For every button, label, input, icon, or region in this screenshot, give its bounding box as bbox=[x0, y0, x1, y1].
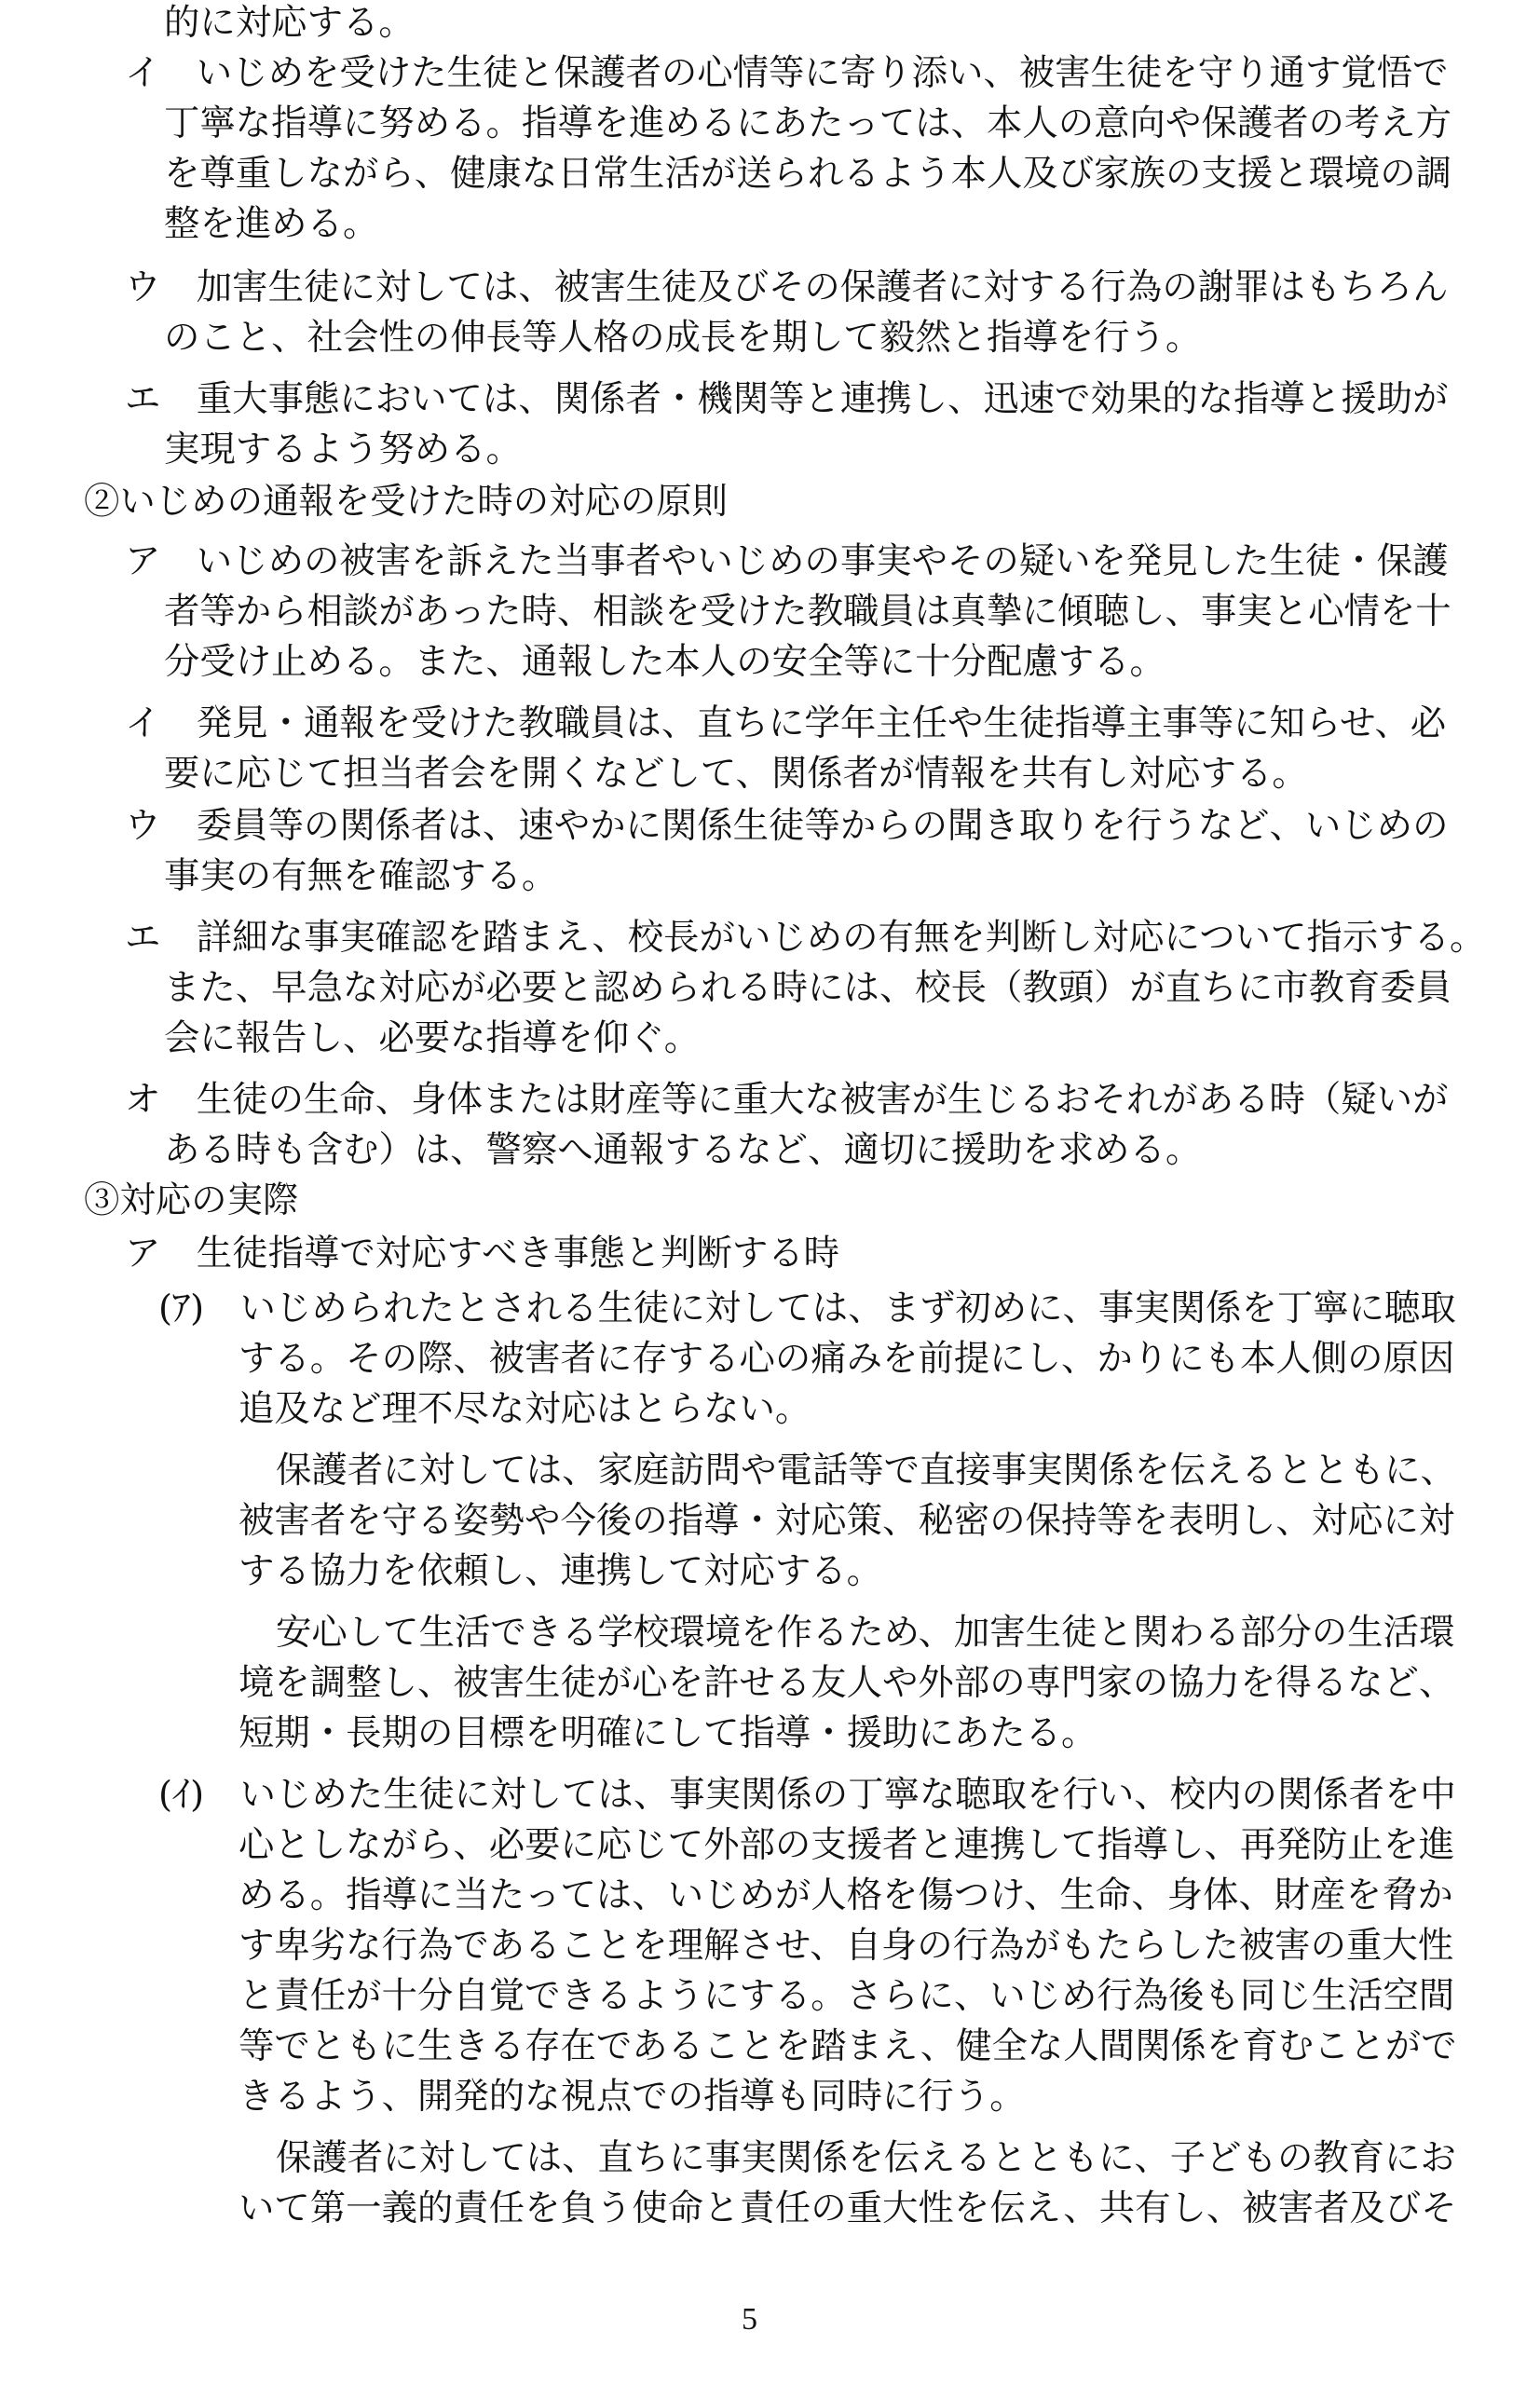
text-line: ある時も含む）は、警察へ通報するなど、適切に援助を求める。 bbox=[164, 1129, 1202, 1171]
text-line: 等でともに生きる存在であることを踏まえ、健全な人間関係を育むことがで bbox=[238, 2025, 1457, 2067]
text-line: 安心して生活できる学校環境を作るため、加害生徒と関わる部分の生活環 bbox=[276, 1612, 1455, 1654]
text-line: 保護者に対しては、家庭訪問や電話等で直接事実関係を伝えるとともに、 bbox=[276, 1450, 1456, 1492]
subsection-heading: ア 生徒指導で対応すべき事態と判断する時 bbox=[125, 1233, 840, 1274]
text-line: のこと、社会性の伸長等人格の成長を期して毅然と指導を行う。 bbox=[164, 317, 1202, 359]
section-heading: ②いじめの通報を受けた時の対応の原則 bbox=[84, 481, 729, 523]
text-line: 分受け止める。また、通報した本人の安全等に十分配慮する。 bbox=[164, 641, 1165, 683]
text-line: 境を調整し、被害生徒が心を許せる友人や外部の専門家の協力を得るなど、 bbox=[238, 1662, 1455, 1704]
text-line: 実現するよう努める。 bbox=[164, 429, 522, 470]
text-line: エ 重大事態においては、関係者・機関等と連携し、迅速で効果的な指導と援助が bbox=[125, 378, 1449, 420]
text-line: める。指導に当たっては、いじめが人格を傷つけ、生命、身体、財産を脅か bbox=[238, 1874, 1453, 1916]
text-line: 的に対応する。 bbox=[164, 2, 415, 44]
text-line: す卑劣な行為であることを理解させ、自身の行為がもたらした被害の重大性 bbox=[238, 1925, 1454, 1967]
text-line: 被害者を守る姿勢や今後の指導・対応策、秘密の保持等を表明し、対応に対 bbox=[238, 1500, 1455, 1542]
text-line: イ いじめを受けた生徒と保護者の心情等に寄り添い、被害生徒を守り通す覚悟で bbox=[125, 52, 1449, 94]
text-line: ウ 委員等の関係者は、速やかに関係生徒等からの聞き取りを行うなど、いじめの bbox=[125, 805, 1449, 847]
text-line: (ｱ) いじめられたとされる生徒に対しては、まず初めに、事実関係を丁寧に聴取 bbox=[158, 1288, 1456, 1329]
text-line: 追及など理不尽な対応はとらない。 bbox=[238, 1388, 811, 1430]
text-line: (ｲ) いじめた生徒に対しては、事実関係の丁寧な聴取を行い、校内の関係者を中 bbox=[158, 1774, 1456, 1816]
text-line: 保護者に対しては、直ちに事実関係を伝えるとともに、子どもの教育にお bbox=[276, 2137, 1456, 2179]
text-line: 要に応じて担当者会を開くなどして、関係者が情報を共有し対応する。 bbox=[164, 753, 1308, 795]
text-line: を尊重しながら、健康な日常生活が送られるよう本人及び家族の支援と環境の調 bbox=[164, 153, 1452, 195]
text-line: ア いじめの被害を訴えた当事者やいじめの事実やその疑いを発見した生徒・保護 bbox=[125, 540, 1449, 582]
text-line: 心としながら、必要に応じて外部の支援者と連携して指導し、再発防止を進 bbox=[238, 1824, 1455, 1866]
text-line: 者等から相談があった時、相談を受けた教職員は真摯に傾聴し、事実と心情を十 bbox=[164, 591, 1451, 633]
text-line: いて第一義的責任を負う使命と責任の重大性を伝え、共有し、被害者及びそ bbox=[238, 2187, 1457, 2229]
text-line: また、早急な対応が必要と認められる時には、校長（教頭）が直ちに市教育委員 bbox=[164, 967, 1452, 1009]
text-line: する。その際、被害者に存する心の痛みを前提にし、かりにも本人側の原因 bbox=[238, 1338, 1455, 1380]
text-line: と責任が十分自覚できるようにする。さらに、いじめ行為後も同じ生活空間 bbox=[238, 1975, 1455, 2017]
text-line: する協力を依頼し、連携して対応する。 bbox=[238, 1550, 883, 1592]
section-heading: ③対応の実際 bbox=[84, 1179, 299, 1221]
text-line: オ 生徒の生命、身体または財産等に重大な被害が生じるおそれがある時（疑いが bbox=[125, 1079, 1449, 1121]
text-line: ウ 加害生徒に対しては、被害生徒及びその保護者に対する行為の謝罪はもちろん bbox=[125, 266, 1449, 308]
page-number: 5 bbox=[742, 2302, 757, 2337]
text-line: エ 詳細な事実確認を踏まえ、校長がいじめの有無を判断し対応について指示する。 bbox=[125, 917, 1486, 959]
text-line: 事実の有無を確認する。 bbox=[164, 855, 558, 897]
text-line: 丁寧な指導に努める。指導を進めるにあたっては、本人の意向や保護者の考え方 bbox=[164, 102, 1452, 144]
text-line: 整を進める。 bbox=[164, 203, 379, 245]
text-line: イ 発見・通報を受けた教職員は、直ちに学年主任や生徒指導主事等に知らせ、必 bbox=[125, 702, 1447, 744]
text-line: きるよう、開発的な視点での指導も同時に行う。 bbox=[238, 2076, 1026, 2118]
text-line: 会に報告し、必要な指導を仰ぐ。 bbox=[164, 1017, 701, 1059]
text-line: 短期・長期の目標を明確にして指導・援助にあたる。 bbox=[238, 1712, 1097, 1754]
